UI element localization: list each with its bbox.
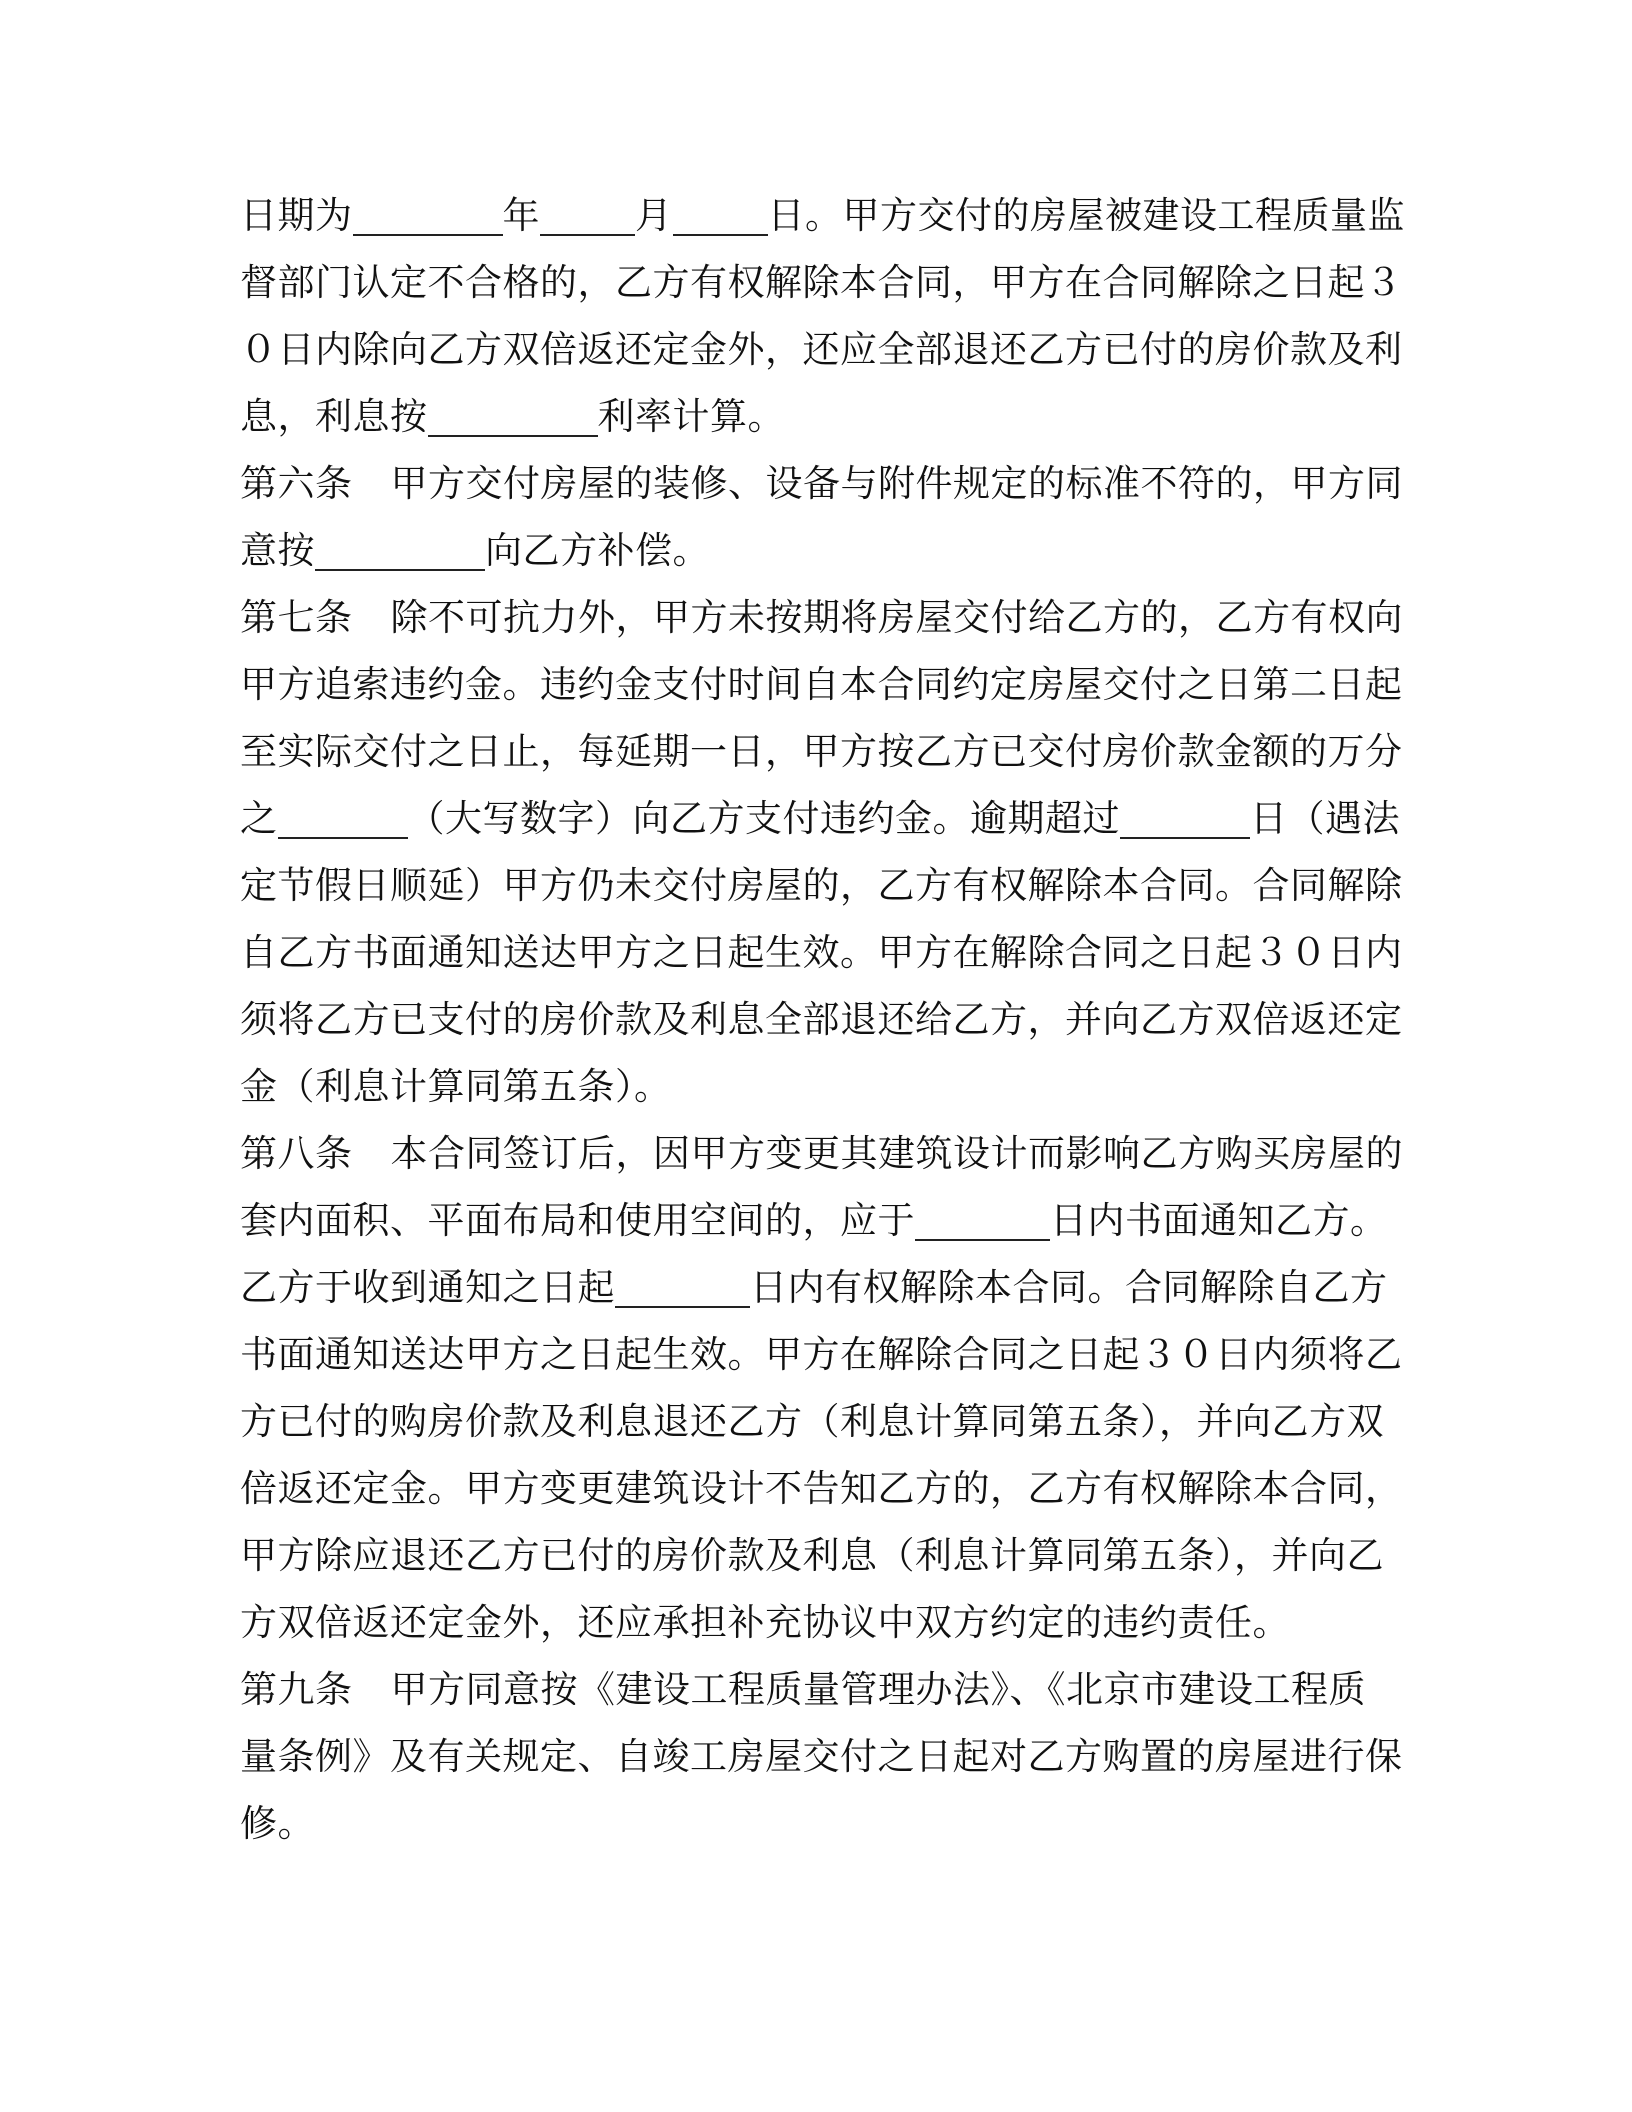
blank-field-termination-days[interactable] (615, 1262, 750, 1308)
text-fragment: 除不可抗力外，甲方未按期将房屋交付给乙方的，乙方有权向 (390, 596, 1403, 639)
text-fragment: 日（遇法 (1250, 797, 1400, 840)
text-line: ０日内除向乙方双倍返还定金外，还应全部退还乙方已付的房价款及利 (240, 328, 1403, 371)
text-line: 方双倍返还定金外，还应承担补充协议中双方约定的违约责任。 (240, 1601, 1290, 1644)
text-line: 金（利息计算同第五条）。 (240, 1065, 672, 1108)
article-line (240, 1128, 1403, 1180)
text-fragment: 向乙方补偿。 (485, 529, 710, 572)
text-fragment: 日内有权解除本合同。合同解除自乙方 (750, 1266, 1388, 1309)
text-line: 量条例》及有关规定、自竣工房屋交付之日起对乙方购置的房屋进行保 (240, 1735, 1403, 1778)
text-line: 甲方除应退还乙方已付的房价款及利息（利息计算同第五条），并向乙 (240, 1534, 1384, 1577)
blank-field-year[interactable] (353, 190, 503, 236)
text-line (240, 190, 1405, 242)
text-line: 修。 (240, 1802, 315, 1845)
text-fragment: 日期为 (240, 194, 353, 237)
text-fragment: 息，利息按 (240, 395, 428, 438)
text-line: 督部门认定不合格的，乙方有权解除本合同，甲方在合同解除之日起３ (240, 261, 1403, 304)
blank-field-interest-rate[interactable] (428, 391, 598, 437)
text-fragment: 甲方交付房屋的装修、设备与附件规定的标准不符的，甲方同 (390, 462, 1403, 505)
text-line (240, 1195, 1388, 1247)
text-line: 自乙方书面通知送达甲方之日起生效。甲方在解除合同之日起３０日内 (240, 931, 1403, 974)
text-fragment: 利率计算。 (597, 395, 785, 438)
text-line: 书面通知送达甲方之日起生效。甲方在解除合同之日起３０日内须将乙 (240, 1333, 1403, 1376)
text-line: 定节假日顺延）甲方仍未交付房屋的，乙方有权解除本合同。合同解除 (240, 864, 1403, 907)
blank-field-overdue-days[interactable] (1120, 793, 1250, 839)
text-fragment: 意按 (240, 529, 315, 572)
text-line (240, 525, 710, 577)
blank-field-month[interactable] (540, 190, 635, 236)
text-fragment: 本合同签订后，因甲方变更其建筑设计而影响乙方购买房屋的 (390, 1132, 1403, 1175)
text-fragment: 日。甲方交付的房屋被建设工程质量监 (767, 194, 1405, 237)
text-line: 甲方追索违约金。违约金支付时间自本合同约定房屋交付之日第二日起 (240, 663, 1403, 706)
article-line (240, 592, 1403, 644)
blank-field-day[interactable] (673, 190, 768, 236)
text-fragment: （大写数字）向乙方支付违约金。逾期超过 (407, 797, 1120, 840)
blank-field-penalty-rate[interactable] (278, 793, 408, 839)
text-fragment: 月 (635, 194, 673, 237)
text-fragment: 套内面积、平面布局和使用空间的，应于 (240, 1199, 915, 1242)
text-fragment: 乙方于收到通知之日起 (240, 1266, 615, 1309)
text-line (240, 793, 1400, 845)
text-fragment: 年 (502, 194, 540, 237)
article-heading: 第九条 (240, 1668, 353, 1711)
text-line (240, 1262, 1388, 1314)
text-line: 至实际交付之日止，每延期一日，甲方按乙方已交付房价款金额的万分 (240, 730, 1403, 773)
article-heading: 第八条 (240, 1132, 353, 1175)
article-line (240, 458, 1403, 510)
text-line (240, 391, 785, 443)
article-line (240, 1664, 1366, 1716)
blank-field-notice-days[interactable] (915, 1195, 1050, 1241)
blank-field-compensation[interactable] (315, 525, 485, 571)
text-fragment: 之 (240, 797, 278, 840)
text-line: 方已付的购房价款及利息退还乙方（利息计算同第五条），并向乙方双 (240, 1400, 1384, 1443)
text-fragment: 甲方同意按《建设工程质量管理办法》、《北京市建设工程质 (390, 1668, 1366, 1711)
text-line: 须将乙方已支付的房价款及利息全部退还给乙方，并向乙方双倍返还定 (240, 998, 1403, 1041)
text-fragment: 日内书面通知乙方。 (1050, 1199, 1388, 1242)
article-heading: 第六条 (240, 462, 353, 505)
article-heading: 第七条 (240, 596, 353, 639)
text-line: 倍返还定金。甲方变更建筑设计不告知乙方的，乙方有权解除本合同， (240, 1467, 1403, 1510)
